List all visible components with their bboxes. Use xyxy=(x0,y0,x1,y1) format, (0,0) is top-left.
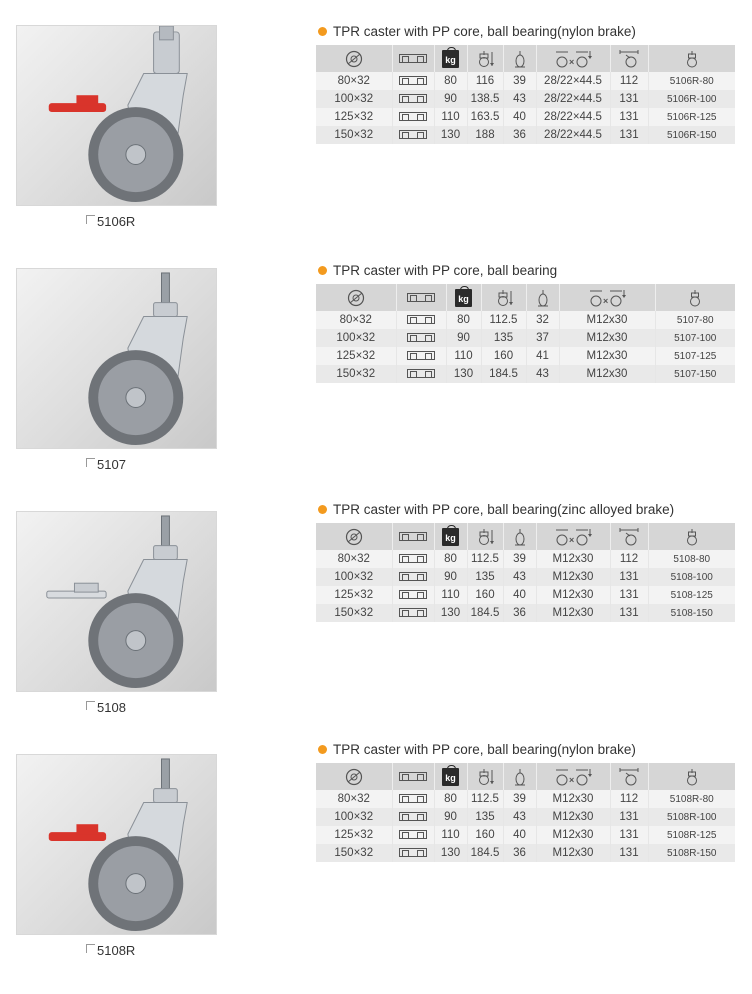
cell-height: 116 xyxy=(467,72,503,90)
cell-model: 5106R-150 xyxy=(648,126,735,144)
cell-height: 160 xyxy=(467,826,503,844)
cell-load: 90 xyxy=(434,808,467,826)
bearing-icon xyxy=(396,365,446,383)
height-icon xyxy=(481,284,526,311)
spec-header-row xyxy=(316,45,735,72)
spec-table xyxy=(316,45,735,144)
cell-model: 5106R-125 xyxy=(648,108,735,126)
cell-offset: 131 xyxy=(610,604,648,622)
cell-load: 130 xyxy=(434,126,467,144)
svg-text:×: × xyxy=(603,295,609,306)
cell-width: 43 xyxy=(503,568,536,586)
cell-size: 125×32 xyxy=(316,826,392,844)
cell-model: 5108R-150 xyxy=(648,844,735,862)
caster-photo xyxy=(16,754,217,935)
cell-mount: M12x30 xyxy=(536,790,610,808)
height-icon xyxy=(467,763,503,790)
cell-size: 150×32 xyxy=(316,604,392,622)
load-kg-icon: kg xyxy=(434,45,467,72)
cell-offset: 112 xyxy=(610,790,648,808)
product-code xyxy=(86,943,135,958)
cell-height: 184.5 xyxy=(467,844,503,862)
cell-load: 130 xyxy=(434,844,467,862)
diameter-icon xyxy=(316,763,392,790)
table-row xyxy=(316,311,735,329)
cell-width: 40 xyxy=(503,826,536,844)
cell-offset: 131 xyxy=(610,90,648,108)
bearing-icon xyxy=(396,329,446,347)
cell-width: 39 xyxy=(503,550,536,568)
bearing-icon xyxy=(396,311,446,329)
offset-icon xyxy=(610,763,648,790)
cell-model: 5107-80 xyxy=(655,311,735,329)
table-row xyxy=(316,550,735,568)
product-5108 xyxy=(0,502,752,751)
bearing-icon xyxy=(392,586,434,604)
cell-mount: M12x30 xyxy=(559,329,655,347)
cell-load: 110 xyxy=(434,586,467,604)
cell-offset: 112 xyxy=(610,72,648,90)
cell-load: 130 xyxy=(446,365,481,383)
load-kg-icon: kg xyxy=(434,763,467,790)
corner-mark-icon xyxy=(86,215,95,224)
product-code xyxy=(86,457,126,472)
product-code-label: 5107 xyxy=(97,457,126,472)
cell-width: 40 xyxy=(503,108,536,126)
cell-width: 36 xyxy=(503,604,536,622)
cell-size: 100×32 xyxy=(316,329,396,347)
cell-load: 130 xyxy=(434,604,467,622)
table-row xyxy=(316,604,735,622)
product-code xyxy=(86,214,135,229)
table-row xyxy=(316,347,735,365)
cell-load: 90 xyxy=(434,90,467,108)
cell-mount: M12x30 xyxy=(536,808,610,826)
cell-load: 80 xyxy=(434,550,467,568)
bearing-icon xyxy=(392,108,434,126)
cell-size: 125×32 xyxy=(316,586,392,604)
bearing-icon xyxy=(396,347,446,365)
cell-offset: 131 xyxy=(610,126,648,144)
cell-size: 100×32 xyxy=(316,90,392,108)
cell-offset: 131 xyxy=(610,844,648,862)
spec-table xyxy=(316,523,735,622)
cell-offset: 131 xyxy=(610,568,648,586)
cell-height: 112.5 xyxy=(467,790,503,808)
cell-offset: 131 xyxy=(610,586,648,604)
cell-height: 188 xyxy=(467,126,503,144)
table-row xyxy=(316,126,735,144)
cell-width: 43 xyxy=(526,365,559,383)
cell-mount: M12x30 xyxy=(536,550,610,568)
cell-mount: 28/22×44.5 xyxy=(536,108,610,126)
cell-load: 110 xyxy=(434,108,467,126)
cell-size: 150×32 xyxy=(316,126,392,144)
spec-header-row xyxy=(316,523,735,550)
model-icon xyxy=(648,763,735,790)
table-row xyxy=(316,329,735,347)
spec-title-text: TPR caster with PP core, ball bearing(nylon brake) xyxy=(333,24,636,39)
bearing-icon xyxy=(392,523,434,550)
cell-model: 5108-100 xyxy=(648,568,735,586)
spec-title-text: TPR caster with PP core, ball bearing(nylon brake) xyxy=(333,742,636,757)
cell-model: 5108R-100 xyxy=(648,808,735,826)
corner-mark-icon xyxy=(86,701,95,710)
mount-icon xyxy=(536,763,610,790)
cell-size: 80×32 xyxy=(316,311,396,329)
cell-width: 40 xyxy=(503,586,536,604)
cell-size: 80×32 xyxy=(316,790,392,808)
corner-mark-icon xyxy=(86,458,95,467)
bearing-icon xyxy=(392,72,434,90)
svg-text:×: × xyxy=(569,56,575,67)
bearing-icon xyxy=(392,808,434,826)
cell-model: 5108R-125 xyxy=(648,826,735,844)
cell-offset: 112 xyxy=(610,550,648,568)
cell-model: 5107-150 xyxy=(655,365,735,383)
corner-mark-icon xyxy=(86,944,95,953)
table-row xyxy=(316,826,735,844)
cell-load: 110 xyxy=(446,347,481,365)
cell-mount: M12x30 xyxy=(536,586,610,604)
cell-height: 163.5 xyxy=(467,108,503,126)
product-code-label: 5108 xyxy=(97,700,126,715)
cell-mount: 28/22×44.5 xyxy=(536,90,610,108)
bullet-icon xyxy=(318,27,327,36)
svg-text:×: × xyxy=(569,534,575,545)
caster-photo xyxy=(16,511,217,692)
cell-height: 160 xyxy=(467,586,503,604)
cell-load: 80 xyxy=(434,72,467,90)
spec-title xyxy=(318,502,674,517)
width-icon xyxy=(503,763,536,790)
table-row xyxy=(316,365,735,383)
product-code xyxy=(86,700,126,715)
table-row xyxy=(316,568,735,586)
cell-mount: M12x30 xyxy=(536,604,610,622)
product-5106r xyxy=(0,25,752,265)
spec-title xyxy=(318,24,636,39)
cell-size: 125×32 xyxy=(316,347,396,365)
cell-mount: M12x30 xyxy=(559,347,655,365)
svg-text:×: × xyxy=(569,774,575,785)
cell-size: 100×32 xyxy=(316,568,392,586)
cell-width: 39 xyxy=(503,72,536,90)
bearing-icon xyxy=(392,844,434,862)
spec-title-text: TPR caster with PP core, ball bearing xyxy=(333,263,558,278)
cell-height: 184.5 xyxy=(481,365,526,383)
mount-icon xyxy=(536,45,610,72)
cell-width: 37 xyxy=(526,329,559,347)
cell-mount: M12x30 xyxy=(536,826,610,844)
cell-width: 43 xyxy=(503,90,536,108)
width-icon xyxy=(526,284,559,311)
model-icon xyxy=(655,284,735,311)
product-5108r xyxy=(0,742,752,994)
product-code-label: 5108R xyxy=(97,943,136,958)
mount-icon xyxy=(559,284,655,311)
cell-width: 32 xyxy=(526,311,559,329)
offset-icon xyxy=(610,45,648,72)
bearing-icon xyxy=(392,45,434,72)
cell-model: 5108R-80 xyxy=(648,790,735,808)
spec-title xyxy=(318,742,636,757)
product-5107 xyxy=(0,263,752,508)
model-icon xyxy=(648,45,735,72)
cell-mount: 28/22×44.5 xyxy=(536,72,610,90)
table-row xyxy=(316,808,735,826)
cell-height: 138.5 xyxy=(467,90,503,108)
cell-model: 5108-125 xyxy=(648,586,735,604)
cell-height: 135 xyxy=(467,568,503,586)
cell-offset: 131 xyxy=(610,808,648,826)
model-icon xyxy=(648,523,735,550)
caster-photo xyxy=(16,25,217,206)
cell-size: 150×32 xyxy=(316,365,396,383)
cell-size: 150×32 xyxy=(316,844,392,862)
caster-photo xyxy=(16,268,217,449)
load-kg-icon: kg xyxy=(446,284,481,311)
cell-offset: 131 xyxy=(610,826,648,844)
cell-size: 125×32 xyxy=(316,108,392,126)
bearing-icon xyxy=(392,604,434,622)
load-kg-icon: kg xyxy=(434,523,467,550)
bearing-icon xyxy=(392,550,434,568)
height-icon xyxy=(467,523,503,550)
table-row xyxy=(316,586,735,604)
bearing-icon xyxy=(392,568,434,586)
table-row xyxy=(316,844,735,862)
cell-model: 5108-80 xyxy=(648,550,735,568)
table-row xyxy=(316,90,735,108)
cell-height: 135 xyxy=(467,808,503,826)
table-row xyxy=(316,108,735,126)
cell-size: 100×32 xyxy=(316,808,392,826)
table-row xyxy=(316,790,735,808)
mount-icon xyxy=(536,523,610,550)
cell-mount: M12x30 xyxy=(536,568,610,586)
cell-mount: M12x30 xyxy=(559,311,655,329)
cell-height: 184.5 xyxy=(467,604,503,622)
table-row xyxy=(316,72,735,90)
cell-load: 90 xyxy=(434,568,467,586)
spec-header-row xyxy=(316,763,735,790)
cell-model: 5107-125 xyxy=(655,347,735,365)
bearing-icon xyxy=(392,126,434,144)
cell-width: 43 xyxy=(503,808,536,826)
bearing-icon xyxy=(392,826,434,844)
cell-width: 36 xyxy=(503,126,536,144)
height-icon xyxy=(467,45,503,72)
cell-load: 80 xyxy=(434,790,467,808)
spec-table xyxy=(316,284,735,383)
cell-model: 5106R-100 xyxy=(648,90,735,108)
bearing-icon xyxy=(392,790,434,808)
spec-header-row xyxy=(316,284,735,311)
offset-icon xyxy=(610,523,648,550)
spec-title-text: TPR caster with PP core, ball bearing(zinc alloyed brake) xyxy=(333,502,675,517)
spec-title xyxy=(318,263,557,278)
cell-load: 110 xyxy=(434,826,467,844)
cell-mount: 28/22×44.5 xyxy=(536,126,610,144)
cell-size: 80×32 xyxy=(316,72,392,90)
cell-offset: 131 xyxy=(610,108,648,126)
bearing-icon xyxy=(392,90,434,108)
width-icon xyxy=(503,523,536,550)
cell-height: 135 xyxy=(481,329,526,347)
cell-load: 90 xyxy=(446,329,481,347)
cell-width: 39 xyxy=(503,790,536,808)
cell-model: 5108-150 xyxy=(648,604,735,622)
cell-mount: M12x30 xyxy=(559,365,655,383)
bearing-icon xyxy=(396,284,446,311)
bearing-icon xyxy=(392,763,434,790)
bullet-icon xyxy=(318,505,327,514)
cell-width: 41 xyxy=(526,347,559,365)
width-icon xyxy=(503,45,536,72)
cell-load: 80 xyxy=(446,311,481,329)
bullet-icon xyxy=(318,745,327,754)
spec-table xyxy=(316,763,735,862)
diameter-icon xyxy=(316,45,392,72)
cell-height: 112.5 xyxy=(481,311,526,329)
cell-model: 5106R-80 xyxy=(648,72,735,90)
bullet-icon xyxy=(318,266,327,275)
cell-width: 36 xyxy=(503,844,536,862)
cell-model: 5107-100 xyxy=(655,329,735,347)
diameter-icon xyxy=(316,523,392,550)
cell-size: 80×32 xyxy=(316,550,392,568)
cell-height: 112.5 xyxy=(467,550,503,568)
product-code-label: 5106R xyxy=(97,214,136,229)
cell-mount: M12x30 xyxy=(536,844,610,862)
diameter-icon xyxy=(316,284,396,311)
cell-height: 160 xyxy=(481,347,526,365)
